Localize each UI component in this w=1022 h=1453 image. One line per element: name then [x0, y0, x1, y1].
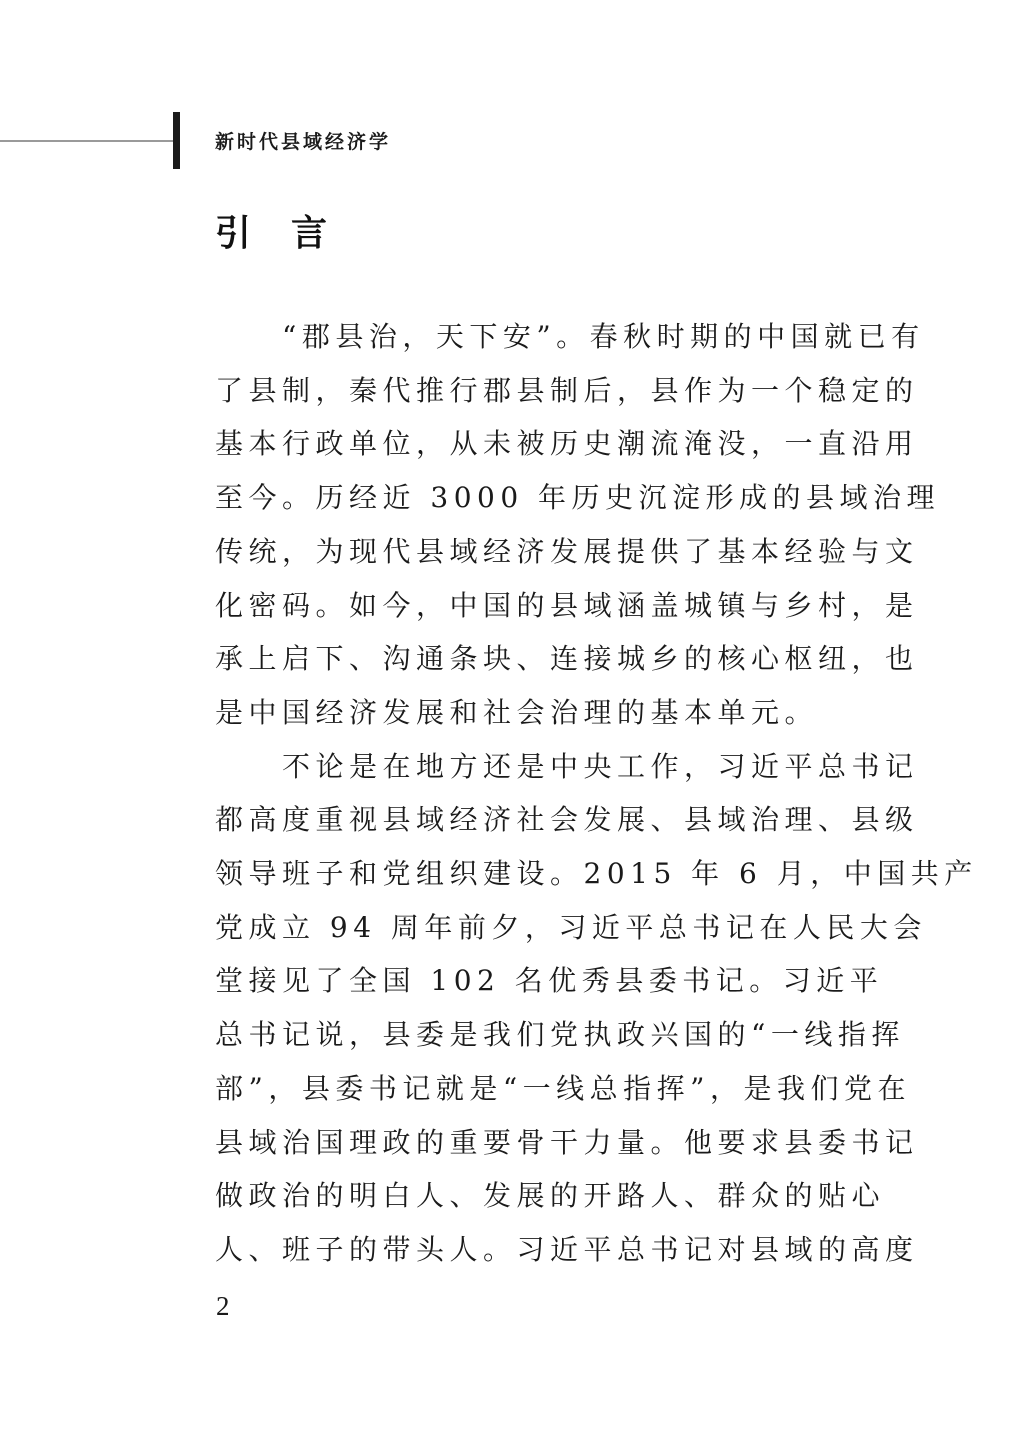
text-line: 了县制，秦代推行郡县制后，县作为一个稳定的 — [215, 373, 919, 407]
text-line: “郡县治，天下安”。春秋时期的中国就已有 — [215, 320, 925, 353]
page-number: 2 — [216, 1291, 230, 1321]
text-line: 不论是在地方还是中央工作，习近平总书记 — [215, 749, 919, 783]
text-line: 部”，县委书记就是“一线总指挥”，是我们党在 — [215, 1071, 911, 1105]
running-head: 新时代县域经济学 — [215, 131, 392, 153]
text-line: 化密码。如今，中国的县域涵盖城镇与乡村，是 — [215, 588, 919, 622]
text-line: 是中国经济发展和社会治理的基本单元。 — [215, 695, 819, 729]
text-line: 人、班子的带头人。习近平总书记对县域的高度 — [215, 1232, 919, 1266]
paragraph-2 — [215, 740, 978, 1277]
body-text — [215, 310, 978, 1277]
text-line: 传统，为现代县域经济发展提供了基本经验与文 — [215, 534, 919, 568]
text-line: 至今。历经近 3000 年历史沉淀形成的县域治理 — [215, 481, 941, 515]
header-rule-line — [0, 140, 174, 142]
text-line: 领导班子和党组织建设。2015 年 6 月，中国共产 — [215, 857, 978, 891]
paragraph-1 — [215, 310, 941, 740]
text-line: 总书记说，县委是我们党执政兴国的“一线指挥 — [215, 1018, 905, 1052]
text-line: 做政治的明白人、发展的开路人、群众的贴心 — [215, 1179, 886, 1213]
text-line: 党成立 94 周年前夕，习近平总书记在人民大会 — [215, 910, 927, 944]
text-line: 承上启下、沟通条块、连接城乡的核心枢纽，也 — [215, 642, 919, 676]
text-line: 县域治国理政的重要骨干力量。他要求县委书记 — [215, 1125, 919, 1159]
text-line: 堂接见了全国 102 名优秀县委书记。习近平 — [215, 964, 884, 998]
header-vertical-bar — [173, 112, 180, 169]
text-line: 基本行政单位，从未被历史潮流淹没，一直沿用 — [215, 427, 919, 461]
text-line: 都高度重视县域经济社会发展、县域治理、县级 — [215, 803, 919, 837]
section-title: 引言 — [215, 212, 368, 254]
